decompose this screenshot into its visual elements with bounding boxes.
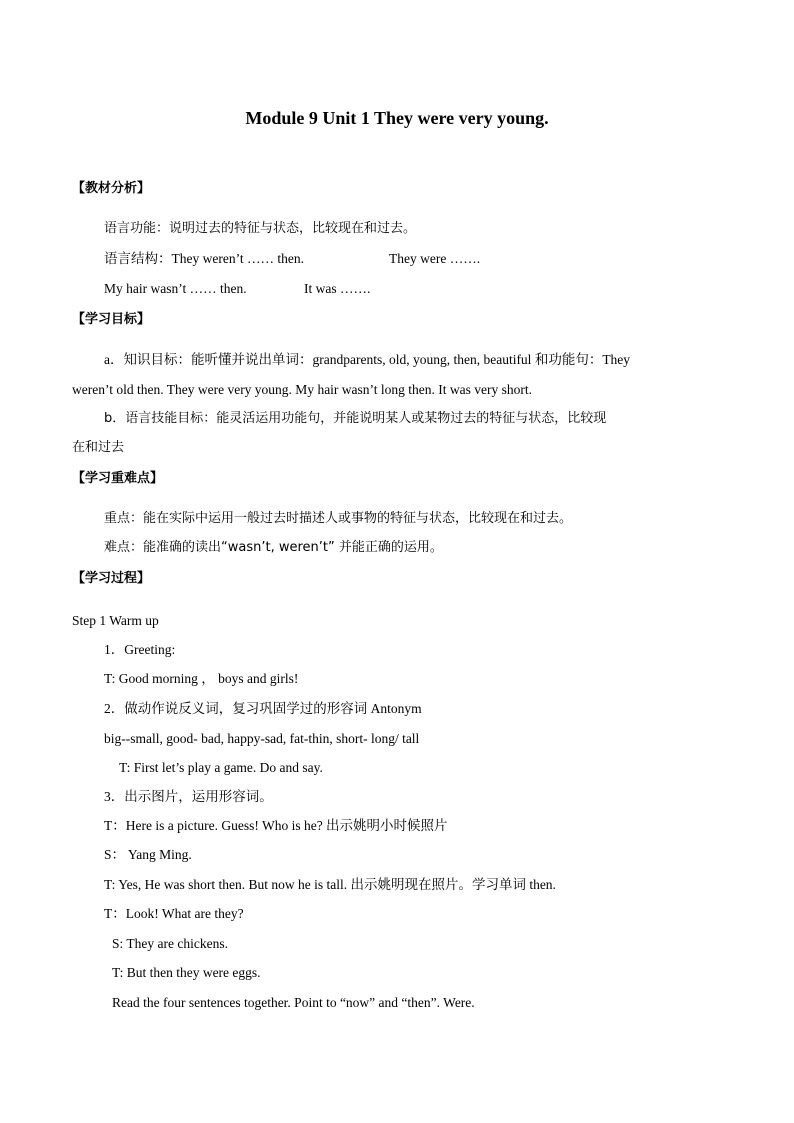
process-line: big-‑small, good- bad, happy-sad, fat-thin, short- long/ tall — [104, 731, 420, 746]
difficult-point: 难点：能准确的读出“wasn’t, weren’t” 并能正确的运用。 — [104, 540, 443, 555]
language-structure-1: 语言结构：They weren’t …… then. — [104, 251, 304, 266]
process-line: 2．做动作说反义词，复习巩固学过的形容词 Antonym — [104, 701, 422, 716]
section-heading-process: 【学习过程】 — [72, 571, 151, 586]
language-structure-4: It was ……. — [304, 281, 371, 296]
language-structure-3: My hair wasn’t …… then. — [104, 281, 247, 296]
skill-goal-line-2: 在和过去 — [72, 440, 125, 455]
knowledge-goal-line-2: weren’t old then. They were very young. My hair wasn’t long then. It was very short. — [72, 382, 533, 397]
process-line: 3．出示图片，运用形容词。 — [104, 789, 273, 804]
key-point: 重点：能在实际中运用一般过去时描述人或事物的特征与状态，比较现在和过去。 — [104, 511, 573, 526]
process-line: T：Here is a picture. Guess! Who is he? 出示姚明小时候照片 — [104, 818, 448, 833]
language-function: 语言功能：说明过去的特征与状态，比较现在和过去。 — [104, 221, 417, 236]
skill-goal-line-1: b．语言技能目标：能灵活运用功能句，并能说明某人或某物过去的特征与状态，比较现 — [104, 411, 607, 426]
document-title: Module 9 Unit 1 They were very young. — [245, 108, 549, 128]
section-heading-key-points: 【学习重难点】 — [72, 471, 164, 486]
process-line: S: They are chickens. — [112, 936, 228, 951]
process-line: Read the four sentences together. Point to “now” and “then”. Were. — [112, 995, 475, 1010]
process-line: S： Yang Ming. — [104, 847, 192, 862]
section-heading-goals: 【学习目标】 — [72, 312, 151, 327]
process-line: T: First let’s play a game. Do and say. — [119, 760, 323, 775]
process-line: T: Yes, He was short then. But now he is tall. 出示姚明现在照片。学习单词 then. — [104, 877, 556, 892]
process-line: 1．Greeting: — [104, 642, 176, 657]
step-heading: Step 1 Warm up — [72, 613, 159, 628]
language-structure-2: They were ……. — [389, 251, 481, 266]
process-line: T：Look! What are they? — [104, 906, 244, 921]
section-heading-analysis: 【教材分析】 — [72, 181, 151, 196]
knowledge-goal-line-1: a．知识目标：能听懂并说出单词：grandparents, old, young, then, beautiful 和功能句：They — [104, 352, 631, 367]
process-line: T: But then they were eggs. — [112, 965, 261, 980]
process-line: T: Good morning ， boys and girls! — [104, 671, 299, 686]
